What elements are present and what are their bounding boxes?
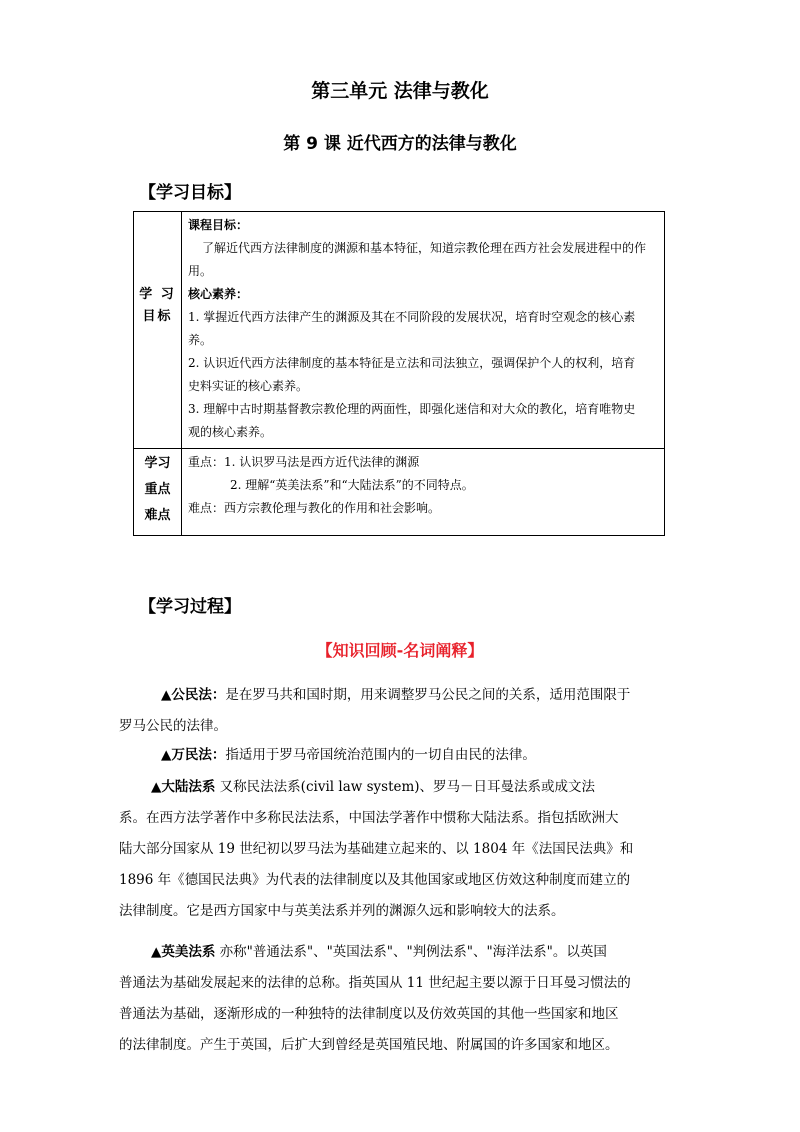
key-point-2: 2. 理解“英美法系”和“大陆法系”的不同特点。 bbox=[230, 478, 474, 492]
objectives-row bbox=[134, 212, 665, 449]
gentium-term: ▲万民法： bbox=[161, 747, 226, 763]
objectives-label-cell bbox=[134, 212, 182, 449]
continental-law-line3: 陆大部分国家从 19 世纪初以罗马法为基础建立起来的、以 1804 年《法国民法典》和 bbox=[119, 841, 634, 857]
key-point-1: 重点：1. 认识罗马法是西方近代法律的渊源 bbox=[188, 455, 420, 469]
objectives-heading: 【学习目标】 bbox=[139, 183, 241, 203]
core-item-2-line1: 2. 认识近代西方法律制度的基本特征是立法和司法独立，强调保护个人的权利，培育 bbox=[188, 356, 636, 370]
civil-law-line2: 罗马公民的法律。 bbox=[119, 718, 227, 734]
lesson-title: 第 9 课 近代西方的法律与教化 bbox=[283, 134, 517, 154]
course-goal-line1: 了解近代西方法律制度的渊源和基本特征，知道宗教伦理在西方社会发展进程中的作 bbox=[202, 241, 647, 255]
objectives-label-line1: 学 习 bbox=[139, 287, 176, 302]
core-item-1-line2: 养。 bbox=[188, 333, 213, 347]
common-law-line2: 普通法为基础发展起来的法律的总称。指英国从 11 世纪起主要以源于日耳曼习惯法的 bbox=[119, 975, 631, 991]
continental-law-line4: 1896 年《德国民法典》为代表的法律制度以及其他国家或地区仿效这种制度而建立的 bbox=[119, 872, 631, 888]
review-heading: 【知识回顾-名词阐释】 bbox=[316, 641, 484, 660]
key-points-label-line3: 难点 bbox=[144, 508, 171, 523]
civil-law-line1: 是在罗马共和国时期，用来调整罗马公民之间的关系，适用范围限于 bbox=[225, 687, 631, 703]
civil-law-term: ▲公民法： bbox=[161, 687, 226, 703]
difficulty-point: 难点：西方宗教伦理与教化的作用和社会影响。 bbox=[188, 501, 441, 515]
continental-law-paragraph bbox=[119, 772, 679, 927]
process-heading: 【学习过程】 bbox=[139, 597, 241, 617]
gentium-text: 指适用于罗马帝国统治范围内的一切自由民的法律。 bbox=[225, 747, 536, 763]
common-law-paragraph bbox=[119, 937, 679, 1061]
core-item-1-line1: 1. 掌握近代西方法律产生的渊源及其在不同阶段的发展状况，培育时空观念的核心素 bbox=[188, 310, 636, 324]
common-law-line4: 的法律制度。产生于英国，后扩大到曾经是英国殖民地、附属国的许多国家和地区。 bbox=[119, 1037, 619, 1053]
key-points-content-cell bbox=[182, 449, 665, 536]
objectives-content-cell bbox=[182, 212, 665, 449]
core-literacy-title: 核心素养： bbox=[188, 287, 249, 301]
continental-law-line5: 法律制度。它是西方国家中与英美法系并列的渊源久远和影响较大的法系。 bbox=[119, 903, 565, 919]
continental-law-line1: 又称民法法系(civil law system)、罗马－日耳曼法系或成文法 bbox=[215, 779, 596, 795]
common-law-line3: 普通法为基础，逐渐形成的一种独特的法律制度以及仿效英国的其他一些国家和地区 bbox=[119, 1006, 619, 1022]
continental-law-term: ▲大陆法系 bbox=[151, 779, 216, 795]
course-goal-title: 课程目标： bbox=[188, 218, 249, 232]
common-law-line1: 亦称"普通法系"、"英国法系"、"判例法系"、"海洋法系"。以英国 bbox=[215, 944, 607, 960]
civil-law-paragraph bbox=[119, 680, 679, 742]
continental-law-line2: 系。在西方法学著作中多称民法法系，中国法学著作中惯称大陆法系。指包括欧洲大 bbox=[119, 810, 619, 826]
objectives-table bbox=[133, 211, 665, 536]
unit-title: 第三单元 法律与教化 bbox=[311, 80, 489, 102]
gentium-paragraph bbox=[119, 740, 679, 771]
common-law-term: ▲英美法系 bbox=[151, 944, 216, 960]
key-points-row bbox=[134, 449, 665, 536]
course-goal-line2: 用。 bbox=[188, 264, 213, 278]
core-item-2-line2: 史料实证的核心素养。 bbox=[188, 379, 309, 393]
key-points-label-cell bbox=[134, 449, 182, 536]
core-item-3-line1: 3. 理解中古时期基督教宗教伦理的两面性，即强化迷信和对大众的教化，培育唯物史 bbox=[188, 402, 636, 416]
objectives-label-line2: 目标 bbox=[142, 309, 173, 324]
core-item-3-line2: 观的核心素养。 bbox=[188, 425, 273, 439]
key-points-label-line2: 重点 bbox=[144, 482, 171, 497]
key-points-label-line1: 学习 bbox=[144, 456, 171, 471]
